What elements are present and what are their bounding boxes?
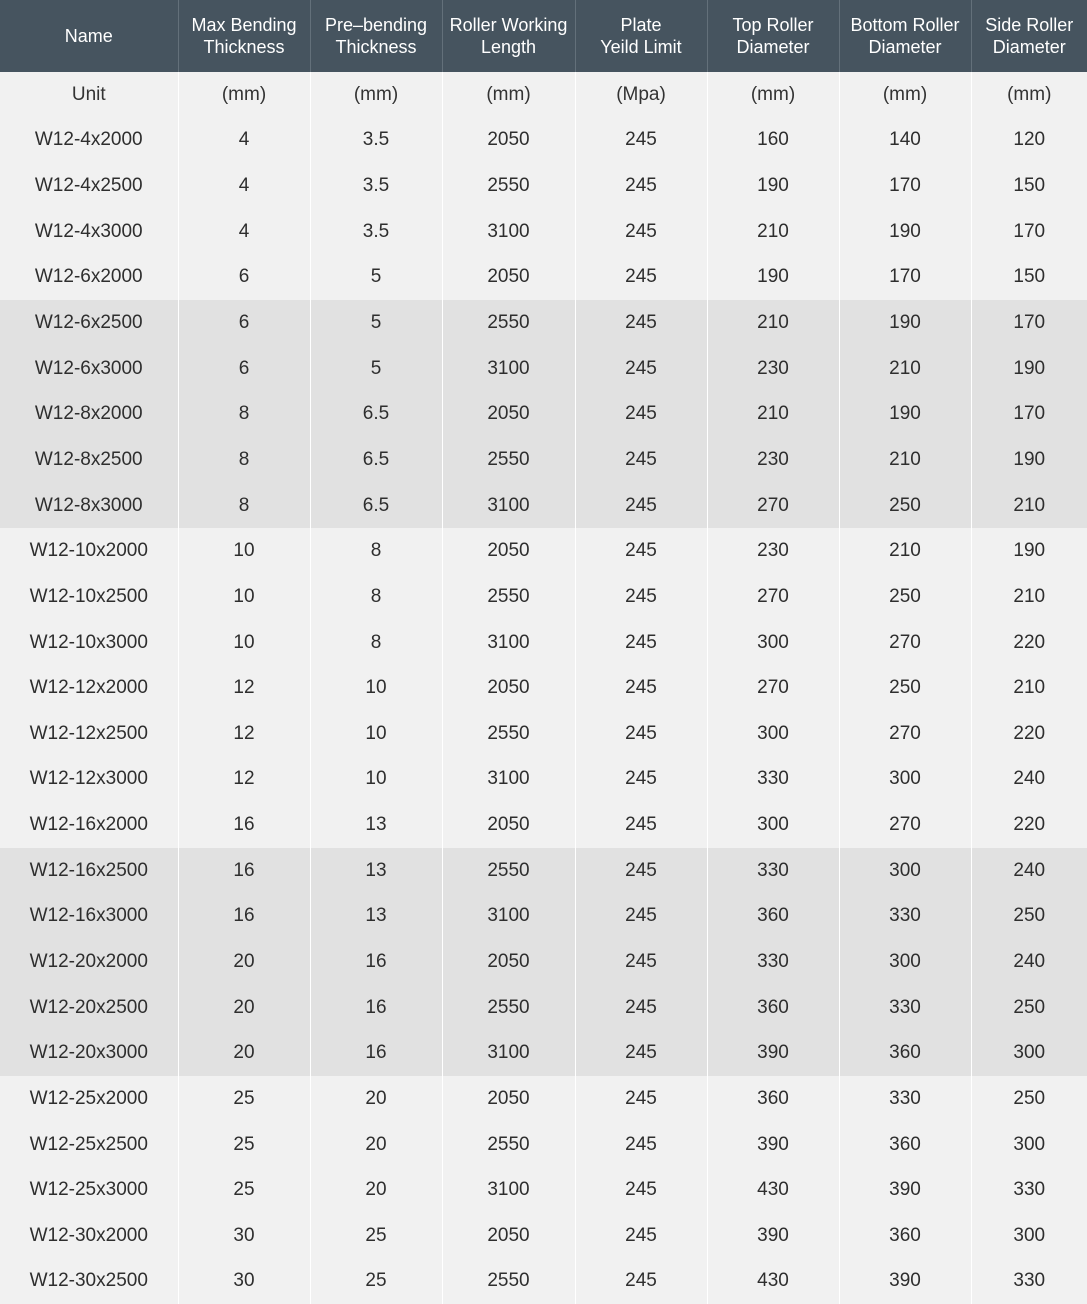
plate-yield-limit-cell: 245 <box>575 711 707 757</box>
side-roller-diameter-cell: 300 <box>971 1030 1087 1076</box>
roller-working-length-cell: 2550 <box>442 1259 575 1304</box>
model-name-cell: W12-16x2000 <box>0 802 178 848</box>
side-roller-diameter-cell: 170 <box>971 300 1087 346</box>
table-row <box>0 300 1087 346</box>
pre-bending-thickness-cell: 8 <box>310 528 442 574</box>
pre-bending-thickness-cell: 8 <box>310 574 442 620</box>
pre-bending-thickness-cell: 3.5 <box>310 163 442 209</box>
unit-cell: (mm) <box>971 72 1087 118</box>
plate-yield-limit-cell: 245 <box>575 1213 707 1259</box>
roller-working-length-cell: 2050 <box>442 1076 575 1122</box>
side-roller-diameter-cell: 220 <box>971 620 1087 666</box>
model-name-cell: W12-16x3000 <box>0 894 178 940</box>
roller-working-length-cell: 3100 <box>442 1030 575 1076</box>
pre-bending-thickness-cell: 13 <box>310 802 442 848</box>
roller-working-length-cell: 2550 <box>442 163 575 209</box>
bottom-roller-diameter-cell: 330 <box>839 985 971 1031</box>
plate-yield-limit-cell: 245 <box>575 574 707 620</box>
max-bending-thickness-cell: 25 <box>178 1122 310 1168</box>
pre-bending-thickness-cell: 16 <box>310 1030 442 1076</box>
side-roller-diameter-cell: 240 <box>971 848 1087 894</box>
plate-yield-limit-cell: 245 <box>575 1076 707 1122</box>
side-roller-diameter-cell: 240 <box>971 757 1087 803</box>
roller-working-length-cell: 2050 <box>442 118 575 164</box>
bottom-roller-diameter-cell: 270 <box>839 620 971 666</box>
max-bending-thickness-cell: 6 <box>178 346 310 392</box>
bottom-roller-diameter-cell: 360 <box>839 1030 971 1076</box>
top-roller-diameter-cell: 430 <box>707 1167 839 1213</box>
bottom-roller-diameter-cell: 210 <box>839 437 971 483</box>
side-roller-diameter-cell: 190 <box>971 528 1087 574</box>
roller-working-length-cell: 2550 <box>442 300 575 346</box>
top-roller-diameter-cell: 270 <box>707 665 839 711</box>
table-row <box>0 1167 1087 1213</box>
plate-yield-limit-cell: 245 <box>575 1259 707 1304</box>
plate-yield-limit-cell: 245 <box>575 939 707 985</box>
header-max-bending-thickness: Max Bending Thickness <box>178 0 310 72</box>
side-roller-diameter-cell: 210 <box>971 574 1087 620</box>
pre-bending-thickness-cell: 3.5 <box>310 118 442 164</box>
pre-bending-thickness-cell: 20 <box>310 1122 442 1168</box>
model-name-cell: W12-25x2000 <box>0 1076 178 1122</box>
table-row <box>0 437 1087 483</box>
side-roller-diameter-cell: 300 <box>971 1122 1087 1168</box>
roller-working-length-cell: 2550 <box>442 574 575 620</box>
max-bending-thickness-cell: 10 <box>178 620 310 666</box>
plate-yield-limit-cell: 245 <box>575 985 707 1031</box>
top-roller-diameter-cell: 360 <box>707 894 839 940</box>
model-name-cell: W12-20x3000 <box>0 1030 178 1076</box>
pre-bending-thickness-cell: 16 <box>310 939 442 985</box>
roller-working-length-cell: 2050 <box>442 255 575 301</box>
plate-yield-limit-cell: 245 <box>575 209 707 255</box>
table-row <box>0 1213 1087 1259</box>
top-roller-diameter-cell: 210 <box>707 209 839 255</box>
max-bending-thickness-cell: 6 <box>178 255 310 301</box>
plate-yield-limit-cell: 245 <box>575 894 707 940</box>
top-roller-diameter-cell: 330 <box>707 939 839 985</box>
model-name-cell: W12-12x2000 <box>0 665 178 711</box>
top-roller-diameter-cell: 210 <box>707 391 839 437</box>
table-row <box>0 711 1087 757</box>
pre-bending-thickness-cell: 25 <box>310 1259 442 1304</box>
pre-bending-thickness-cell: 20 <box>310 1167 442 1213</box>
model-name-cell: W12-25x3000 <box>0 1167 178 1213</box>
pre-bending-thickness-cell: 10 <box>310 711 442 757</box>
top-roller-diameter-cell: 210 <box>707 300 839 346</box>
roller-working-length-cell: 2550 <box>442 437 575 483</box>
bottom-roller-diameter-cell: 330 <box>839 1076 971 1122</box>
table-row <box>0 665 1087 711</box>
model-name-cell: W12-6x2500 <box>0 300 178 346</box>
bottom-roller-diameter-cell: 250 <box>839 665 971 711</box>
bottom-roller-diameter-cell: 210 <box>839 346 971 392</box>
top-roller-diameter-cell: 230 <box>707 346 839 392</box>
plate-yield-limit-cell: 245 <box>575 255 707 301</box>
side-roller-diameter-cell: 250 <box>971 894 1087 940</box>
bottom-roller-diameter-cell: 190 <box>839 391 971 437</box>
plate-yield-limit-cell: 245 <box>575 848 707 894</box>
max-bending-thickness-cell: 25 <box>178 1076 310 1122</box>
roller-working-length-cell: 3100 <box>442 894 575 940</box>
model-name-cell: W12-4x2500 <box>0 163 178 209</box>
model-name-cell: W12-10x3000 <box>0 620 178 666</box>
plate-yield-limit-cell: 245 <box>575 620 707 666</box>
pre-bending-thickness-cell: 8 <box>310 620 442 666</box>
roller-working-length-cell: 2050 <box>442 802 575 848</box>
model-name-cell: W12-4x2000 <box>0 118 178 164</box>
max-bending-thickness-cell: 10 <box>178 574 310 620</box>
side-roller-diameter-cell: 190 <box>971 346 1087 392</box>
model-name-cell: W12-8x2500 <box>0 437 178 483</box>
side-roller-diameter-cell: 240 <box>971 939 1087 985</box>
unit-cell: (mm) <box>442 72 575 118</box>
side-roller-diameter-cell: 120 <box>971 118 1087 164</box>
bottom-roller-diameter-cell: 250 <box>839 483 971 529</box>
plate-yield-limit-cell: 245 <box>575 346 707 392</box>
bottom-roller-diameter-cell: 140 <box>839 118 971 164</box>
max-bending-thickness-cell: 12 <box>178 665 310 711</box>
plate-yield-limit-cell: 245 <box>575 1030 707 1076</box>
unit-row <box>0 72 1087 118</box>
table-row <box>0 574 1087 620</box>
table-row <box>0 209 1087 255</box>
model-name-cell: W12-6x3000 <box>0 346 178 392</box>
table-row <box>0 528 1087 574</box>
side-roller-diameter-cell: 210 <box>971 483 1087 529</box>
header-plate-yield-limit: Plate Yeild Limit <box>575 0 707 72</box>
pre-bending-thickness-cell: 5 <box>310 255 442 301</box>
top-roller-diameter-cell: 300 <box>707 711 839 757</box>
top-roller-diameter-cell: 300 <box>707 620 839 666</box>
top-roller-diameter-cell: 270 <box>707 483 839 529</box>
unit-cell: (Mpa) <box>575 72 707 118</box>
bottom-roller-diameter-cell: 210 <box>839 528 971 574</box>
model-name-cell: W12-8x2000 <box>0 391 178 437</box>
pre-bending-thickness-cell: 5 <box>310 346 442 392</box>
table-row <box>0 1122 1087 1168</box>
roller-working-length-cell: 2050 <box>442 939 575 985</box>
bottom-roller-diameter-cell: 170 <box>839 255 971 301</box>
plate-yield-limit-cell: 245 <box>575 118 707 164</box>
bottom-roller-diameter-cell: 270 <box>839 711 971 757</box>
side-roller-diameter-cell: 250 <box>971 985 1087 1031</box>
model-name-cell: W12-6x2000 <box>0 255 178 301</box>
side-roller-diameter-cell: 330 <box>971 1259 1087 1304</box>
table-header <box>0 0 1087 72</box>
max-bending-thickness-cell: 20 <box>178 985 310 1031</box>
pre-bending-thickness-cell: 13 <box>310 894 442 940</box>
model-name-cell: W12-4x3000 <box>0 209 178 255</box>
max-bending-thickness-cell: 16 <box>178 848 310 894</box>
plate-yield-limit-cell: 245 <box>575 528 707 574</box>
max-bending-thickness-cell: 20 <box>178 939 310 985</box>
roller-working-length-cell: 3100 <box>442 757 575 803</box>
table-row <box>0 391 1087 437</box>
model-name-cell: W12-10x2500 <box>0 574 178 620</box>
top-roller-diameter-cell: 330 <box>707 848 839 894</box>
roller-working-length-cell: 2550 <box>442 848 575 894</box>
plate-yield-limit-cell: 245 <box>575 757 707 803</box>
unit-cell: (mm) <box>839 72 971 118</box>
unit-cell: (mm) <box>178 72 310 118</box>
pre-bending-thickness-cell: 10 <box>310 757 442 803</box>
plate-yield-limit-cell: 245 <box>575 437 707 483</box>
pre-bending-thickness-cell: 25 <box>310 1213 442 1259</box>
model-name-cell: W12-20x2000 <box>0 939 178 985</box>
bottom-roller-diameter-cell: 330 <box>839 894 971 940</box>
table-body <box>0 72 1087 1304</box>
plate-yield-limit-cell: 245 <box>575 802 707 848</box>
bottom-roller-diameter-cell: 170 <box>839 163 971 209</box>
max-bending-thickness-cell: 4 <box>178 163 310 209</box>
table-row <box>0 483 1087 529</box>
max-bending-thickness-cell: 20 <box>178 1030 310 1076</box>
roller-working-length-cell: 2550 <box>442 1122 575 1168</box>
top-roller-diameter-cell: 190 <box>707 163 839 209</box>
table-row <box>0 1030 1087 1076</box>
max-bending-thickness-cell: 12 <box>178 757 310 803</box>
table-row <box>0 757 1087 803</box>
header-roller-working-length: Roller Working Length <box>442 0 575 72</box>
max-bending-thickness-cell: 4 <box>178 209 310 255</box>
table-row <box>0 939 1087 985</box>
pre-bending-thickness-cell: 20 <box>310 1076 442 1122</box>
side-roller-diameter-cell: 250 <box>971 1076 1087 1122</box>
max-bending-thickness-cell: 8 <box>178 437 310 483</box>
side-roller-diameter-cell: 220 <box>971 802 1087 848</box>
plate-yield-limit-cell: 245 <box>575 483 707 529</box>
bottom-roller-diameter-cell: 270 <box>839 802 971 848</box>
bottom-roller-diameter-cell: 190 <box>839 209 971 255</box>
unit-cell: (mm) <box>310 72 442 118</box>
table-row <box>0 802 1087 848</box>
roller-working-length-cell: 3100 <box>442 1167 575 1213</box>
max-bending-thickness-cell: 8 <box>178 483 310 529</box>
bottom-roller-diameter-cell: 360 <box>839 1122 971 1168</box>
table-row <box>0 985 1087 1031</box>
table-row <box>0 255 1087 301</box>
model-name-cell: W12-8x3000 <box>0 483 178 529</box>
side-roller-diameter-cell: 170 <box>971 209 1087 255</box>
plate-yield-limit-cell: 245 <box>575 1122 707 1168</box>
bottom-roller-diameter-cell: 190 <box>839 300 971 346</box>
top-roller-diameter-cell: 390 <box>707 1122 839 1168</box>
unit-cell: Unit <box>0 72 178 118</box>
max-bending-thickness-cell: 30 <box>178 1259 310 1304</box>
table-row <box>0 848 1087 894</box>
model-name-cell: W12-25x2500 <box>0 1122 178 1168</box>
plate-yield-limit-cell: 245 <box>575 1167 707 1213</box>
side-roller-diameter-cell: 190 <box>971 437 1087 483</box>
header-bottom-roller-diameter: Bottom Roller Diameter <box>839 0 971 72</box>
side-roller-diameter-cell: 220 <box>971 711 1087 757</box>
bottom-roller-diameter-cell: 250 <box>839 574 971 620</box>
roller-working-length-cell: 2050 <box>442 528 575 574</box>
plate-yield-limit-cell: 245 <box>575 391 707 437</box>
table-row <box>0 894 1087 940</box>
side-roller-diameter-cell: 330 <box>971 1167 1087 1213</box>
top-roller-diameter-cell: 430 <box>707 1259 839 1304</box>
roller-working-length-cell: 2050 <box>442 391 575 437</box>
top-roller-diameter-cell: 270 <box>707 574 839 620</box>
header-name: Name <box>0 0 178 72</box>
roller-working-length-cell: 3100 <box>442 620 575 666</box>
top-roller-diameter-cell: 360 <box>707 985 839 1031</box>
roller-working-length-cell: 2050 <box>442 665 575 711</box>
pre-bending-thickness-cell: 3.5 <box>310 209 442 255</box>
max-bending-thickness-cell: 10 <box>178 528 310 574</box>
top-roller-diameter-cell: 390 <box>707 1213 839 1259</box>
side-roller-diameter-cell: 170 <box>971 391 1087 437</box>
bottom-roller-diameter-cell: 360 <box>839 1213 971 1259</box>
max-bending-thickness-cell: 4 <box>178 118 310 164</box>
top-roller-diameter-cell: 300 <box>707 802 839 848</box>
pre-bending-thickness-cell: 6.5 <box>310 391 442 437</box>
max-bending-thickness-cell: 6 <box>178 300 310 346</box>
model-name-cell: W12-20x2500 <box>0 985 178 1031</box>
top-roller-diameter-cell: 330 <box>707 757 839 803</box>
unit-cell: (mm) <box>707 72 839 118</box>
table-row <box>0 1076 1087 1122</box>
table-row <box>0 620 1087 666</box>
header-side-roller-diameter: Side Roller Diameter <box>971 0 1087 72</box>
bottom-roller-diameter-cell: 300 <box>839 848 971 894</box>
side-roller-diameter-cell: 150 <box>971 163 1087 209</box>
plate-yield-limit-cell: 245 <box>575 665 707 711</box>
header-row <box>0 0 1087 72</box>
max-bending-thickness-cell: 16 <box>178 894 310 940</box>
pre-bending-thickness-cell: 13 <box>310 848 442 894</box>
header-top-roller-diameter: Top Roller Diameter <box>707 0 839 72</box>
plate-yield-limit-cell: 245 <box>575 163 707 209</box>
max-bending-thickness-cell: 16 <box>178 802 310 848</box>
pre-bending-thickness-cell: 10 <box>310 665 442 711</box>
model-name-cell: W12-30x2500 <box>0 1259 178 1304</box>
side-roller-diameter-cell: 300 <box>971 1213 1087 1259</box>
bottom-roller-diameter-cell: 390 <box>839 1259 971 1304</box>
roller-working-length-cell: 3100 <box>442 346 575 392</box>
roller-working-length-cell: 2550 <box>442 711 575 757</box>
top-roller-diameter-cell: 160 <box>707 118 839 164</box>
model-name-cell: W12-10x2000 <box>0 528 178 574</box>
top-roller-diameter-cell: 360 <box>707 1076 839 1122</box>
max-bending-thickness-cell: 12 <box>178 711 310 757</box>
bottom-roller-diameter-cell: 300 <box>839 939 971 985</box>
pre-bending-thickness-cell: 16 <box>310 985 442 1031</box>
side-roller-diameter-cell: 210 <box>971 665 1087 711</box>
roller-working-length-cell: 3100 <box>442 209 575 255</box>
table-row <box>0 163 1087 209</box>
roller-working-length-cell: 3100 <box>442 483 575 529</box>
table-row <box>0 118 1087 164</box>
roller-working-length-cell: 2050 <box>442 1213 575 1259</box>
bottom-roller-diameter-cell: 390 <box>839 1167 971 1213</box>
table-row <box>0 346 1087 392</box>
top-roller-diameter-cell: 190 <box>707 255 839 301</box>
model-name-cell: W12-12x2500 <box>0 711 178 757</box>
max-bending-thickness-cell: 30 <box>178 1213 310 1259</box>
table-row <box>0 1259 1087 1304</box>
top-roller-diameter-cell: 230 <box>707 528 839 574</box>
pre-bending-thickness-cell: 5 <box>310 300 442 346</box>
model-name-cell: W12-30x2000 <box>0 1213 178 1259</box>
side-roller-diameter-cell: 150 <box>971 255 1087 301</box>
pre-bending-thickness-cell: 6.5 <box>310 483 442 529</box>
top-roller-diameter-cell: 230 <box>707 437 839 483</box>
bottom-roller-diameter-cell: 300 <box>839 757 971 803</box>
roller-working-length-cell: 2550 <box>442 985 575 1031</box>
pre-bending-thickness-cell: 6.5 <box>310 437 442 483</box>
top-roller-diameter-cell: 390 <box>707 1030 839 1076</box>
max-bending-thickness-cell: 8 <box>178 391 310 437</box>
plate-yield-limit-cell: 245 <box>575 300 707 346</box>
header-pre-bending-thickness: Pre–bending Thickness <box>310 0 442 72</box>
max-bending-thickness-cell: 25 <box>178 1167 310 1213</box>
model-name-cell: W12-12x3000 <box>0 757 178 803</box>
model-name-cell: W12-16x2500 <box>0 848 178 894</box>
